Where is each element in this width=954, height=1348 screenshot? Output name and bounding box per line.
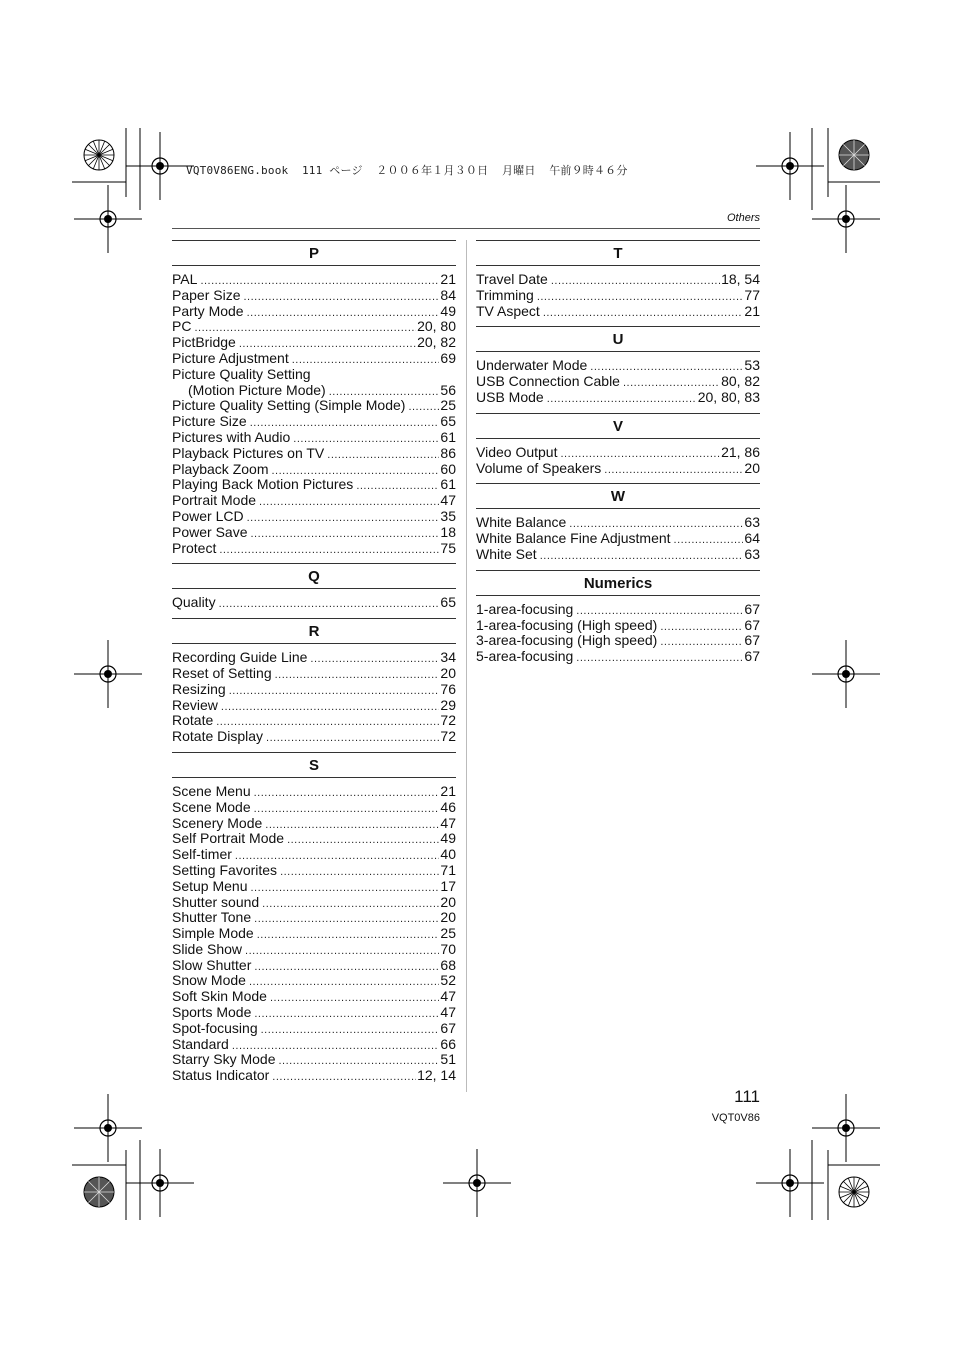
entry-term: Protect bbox=[172, 539, 217, 556]
entry-term: Starry Sky Mode bbox=[172, 1051, 276, 1068]
entry-pages: 35 bbox=[440, 507, 456, 524]
section-heading: T bbox=[476, 240, 760, 266]
entry-term: Simple Mode bbox=[172, 925, 254, 942]
dot-leader bbox=[219, 543, 439, 559]
dot-leader bbox=[249, 975, 439, 991]
entry-pages: 67 bbox=[440, 1019, 456, 1036]
entry-term: Picture Adjustment bbox=[172, 349, 289, 366]
index-section bbox=[476, 413, 760, 484]
entry-pages: 70 bbox=[440, 940, 456, 957]
entry-pages: 77 bbox=[744, 286, 760, 303]
entry-pages: 49 bbox=[440, 302, 456, 319]
index-entry bbox=[172, 351, 456, 367]
entry-pages: 20, 82 bbox=[417, 334, 456, 351]
printer-slug-line: VQT0V86ENG.book 111 ページ ２００６年１月３０日 月曜日 午前９時４６分 bbox=[186, 164, 628, 177]
entry-term: Shutter Tone bbox=[172, 909, 252, 926]
dot-leader bbox=[272, 1070, 416, 1086]
index-entry bbox=[476, 602, 760, 618]
dot-leader bbox=[408, 400, 439, 416]
entry-pages: 47 bbox=[440, 492, 456, 509]
entry-pages: 20 bbox=[440, 909, 456, 926]
entry-pages: 25 bbox=[440, 925, 456, 942]
entry-term: (Motion Picture Mode) bbox=[188, 381, 326, 398]
entry-pages: 21 bbox=[440, 782, 456, 799]
index-entry bbox=[172, 698, 456, 714]
entry-term: Picture Quality Setting (Simple Mode) bbox=[172, 397, 406, 414]
index-entry bbox=[476, 304, 760, 320]
dot-leader bbox=[674, 533, 744, 549]
index-entry bbox=[172, 462, 456, 478]
entry-pages: 67 bbox=[744, 632, 760, 649]
entry-pages: 46 bbox=[440, 798, 456, 815]
index-section bbox=[172, 618, 456, 752]
entry-pages: 12, 14 bbox=[417, 1067, 456, 1084]
section-heading: R bbox=[172, 618, 456, 644]
entry-term: TV Aspect bbox=[476, 302, 540, 319]
dot-leader bbox=[543, 306, 744, 322]
index-entry bbox=[172, 847, 456, 863]
entry-pages: 64 bbox=[744, 530, 760, 547]
entry-pages: 18 bbox=[440, 523, 456, 540]
entry-term: Sports Mode bbox=[172, 1004, 252, 1021]
index-entry bbox=[172, 1005, 456, 1021]
index-entry bbox=[172, 910, 456, 926]
index-entry bbox=[476, 390, 760, 406]
index-entry bbox=[172, 414, 456, 430]
entry-pages: 76 bbox=[440, 680, 456, 697]
index-entry bbox=[172, 958, 456, 974]
index-entry bbox=[172, 595, 456, 611]
dot-leader bbox=[257, 928, 440, 944]
index-entry bbox=[172, 367, 456, 383]
entry-pages: 72 bbox=[440, 712, 456, 729]
dot-leader bbox=[660, 635, 743, 651]
dot-leader bbox=[310, 652, 439, 668]
index-entry bbox=[476, 288, 760, 304]
dot-leader bbox=[287, 833, 439, 849]
entry-term: Playback Zoom bbox=[172, 460, 269, 477]
index-entry bbox=[172, 1037, 456, 1053]
dot-leader bbox=[266, 731, 439, 747]
dot-leader bbox=[245, 944, 439, 960]
index-entry bbox=[172, 879, 456, 895]
entry-pages: 71 bbox=[440, 861, 456, 878]
dot-leader bbox=[254, 912, 439, 928]
index-entry bbox=[172, 800, 456, 816]
index-entry bbox=[476, 633, 760, 649]
entry-term: Pictures with Audio bbox=[172, 428, 291, 445]
entry-pages: 17 bbox=[440, 877, 456, 894]
entry-pages: 51 bbox=[440, 1051, 456, 1068]
index-entry bbox=[172, 973, 456, 989]
dot-leader bbox=[254, 960, 439, 976]
dot-leader bbox=[261, 1023, 440, 1039]
entry-pages: 67 bbox=[744, 600, 760, 617]
entry-term: 1-area-focusing bbox=[476, 600, 574, 617]
dot-leader bbox=[254, 786, 440, 802]
dot-leader bbox=[275, 668, 440, 684]
index-section bbox=[476, 570, 760, 672]
index-entry bbox=[172, 1052, 456, 1068]
entry-term: 1-area-focusing (High speed) bbox=[476, 616, 658, 633]
index-entry bbox=[172, 863, 456, 879]
entry-pages: 65 bbox=[440, 413, 456, 430]
dot-leader bbox=[247, 511, 440, 527]
entry-pages: 40 bbox=[440, 846, 456, 863]
entry-pages: 66 bbox=[440, 1035, 456, 1052]
entry-term: Portrait Mode bbox=[172, 492, 257, 509]
dot-leader bbox=[270, 991, 439, 1007]
index-entry bbox=[476, 547, 760, 563]
section-heading: S bbox=[172, 752, 456, 778]
dot-leader bbox=[254, 802, 440, 818]
index-entry bbox=[172, 1021, 456, 1037]
entry-term: Video Output bbox=[476, 443, 558, 460]
entry-pages: 61 bbox=[440, 476, 456, 493]
index-entry bbox=[476, 374, 760, 390]
dot-leader bbox=[537, 290, 744, 306]
entry-term: Spot-focusing bbox=[172, 1019, 258, 1036]
entry-pages: 21 bbox=[744, 302, 760, 319]
entry-term: Paper Size bbox=[172, 286, 241, 303]
entry-pages: 20 bbox=[440, 893, 456, 910]
section-heading: V bbox=[476, 413, 760, 439]
section-heading: U bbox=[476, 326, 760, 352]
index-section bbox=[172, 752, 456, 1091]
entry-term: Volume of Speakers bbox=[476, 459, 602, 476]
index-entry bbox=[172, 895, 456, 911]
entry-term: Power Save bbox=[172, 523, 248, 540]
entry-term: White Balance bbox=[476, 514, 567, 531]
index-entry bbox=[172, 304, 456, 320]
index-entry bbox=[172, 430, 456, 446]
entry-term: Scenery Mode bbox=[172, 814, 263, 831]
index-entry bbox=[172, 713, 456, 729]
index-entry bbox=[172, 816, 456, 832]
index-entry bbox=[476, 515, 760, 531]
entry-term: Self Portrait Mode bbox=[172, 830, 285, 847]
dot-leader bbox=[251, 881, 440, 897]
entry-pages: 52 bbox=[440, 972, 456, 989]
entry-pages: 47 bbox=[440, 988, 456, 1005]
index-entry bbox=[476, 531, 760, 547]
entry-term: Playing Back Motion Pictures bbox=[172, 476, 354, 493]
index-entry bbox=[172, 989, 456, 1005]
dot-leader bbox=[254, 1007, 439, 1023]
entry-pages: 80, 82 bbox=[721, 373, 760, 390]
entry-term: Slow Shutter bbox=[172, 956, 252, 973]
entry-term: USB Connection Cable bbox=[476, 373, 620, 390]
dot-leader bbox=[247, 306, 440, 322]
index-entry bbox=[172, 525, 456, 541]
dot-leader bbox=[265, 818, 439, 834]
dot-leader bbox=[576, 651, 743, 667]
index-entry bbox=[476, 461, 760, 477]
dot-leader bbox=[262, 897, 439, 913]
entry-term: Reset of Setting bbox=[172, 664, 272, 681]
entry-term: Playback Pictures on TV bbox=[172, 444, 325, 461]
entry-term: Travel Date bbox=[476, 271, 548, 287]
entry-pages: 20, 80, 83 bbox=[697, 388, 760, 405]
entry-pages: 47 bbox=[440, 814, 456, 831]
entry-pages: 18, 54 bbox=[721, 271, 760, 287]
index-entry bbox=[172, 650, 456, 666]
entry-term: Snow Mode bbox=[172, 972, 246, 989]
entry-term: 5-area-focusing bbox=[476, 648, 574, 665]
entry-pages: 69 bbox=[440, 349, 456, 366]
entry-term: Setup Menu bbox=[172, 877, 248, 894]
entry-pages: 67 bbox=[744, 616, 760, 633]
entry-term: USB Mode bbox=[476, 388, 544, 405]
index-entry bbox=[476, 358, 760, 374]
entry-pages: 20 bbox=[440, 664, 456, 681]
entry-pages: 21, 86 bbox=[721, 443, 760, 460]
entry-term: PC bbox=[172, 318, 192, 335]
index-entry bbox=[172, 509, 456, 525]
index-entry bbox=[172, 493, 456, 509]
index-column-left bbox=[172, 240, 456, 1091]
index-section bbox=[172, 563, 456, 618]
entry-term: Resizing bbox=[172, 680, 226, 697]
dot-leader bbox=[604, 463, 743, 479]
entry-pages: 75 bbox=[440, 539, 456, 556]
section-heading: W bbox=[476, 483, 760, 509]
entry-term: Rotate bbox=[172, 712, 214, 729]
index-entry bbox=[172, 272, 456, 288]
entry-term: Shutter sound bbox=[172, 893, 260, 910]
entry-pages: 25 bbox=[440, 397, 456, 414]
entry-term: Trimming bbox=[476, 286, 534, 303]
dot-leader bbox=[259, 495, 439, 511]
section-heading: Numerics bbox=[476, 570, 760, 596]
section-label: Others bbox=[726, 212, 760, 224]
dot-leader bbox=[551, 274, 720, 290]
dot-leader bbox=[250, 527, 439, 543]
entry-term: Party Mode bbox=[172, 302, 244, 319]
entry-pages: 29 bbox=[440, 696, 456, 713]
entry-term: Scene Mode bbox=[172, 798, 251, 815]
dot-leader bbox=[540, 549, 744, 565]
entry-term: Picture Quality Setting bbox=[172, 365, 311, 382]
entry-pages: 56 bbox=[440, 381, 456, 398]
index-entry bbox=[172, 446, 456, 462]
document-code: VQT0V86 bbox=[711, 1112, 760, 1124]
entry-pages: 72 bbox=[440, 728, 456, 745]
entry-term: Rotate Display bbox=[172, 728, 264, 745]
entry-pages: 86 bbox=[440, 444, 456, 461]
page-number: 111 bbox=[734, 1087, 760, 1106]
entry-term: Underwater Mode bbox=[476, 357, 588, 374]
entry-term: 3-area-focusing (High speed) bbox=[476, 632, 658, 649]
entry-term: Picture Size bbox=[172, 413, 247, 430]
entry-term: Quality bbox=[172, 594, 216, 611]
dot-leader bbox=[221, 700, 440, 716]
entry-pages: 63 bbox=[744, 545, 760, 562]
entry-pages: 67 bbox=[744, 648, 760, 665]
entry-pages: 68 bbox=[440, 956, 456, 973]
entry-term: Self-timer bbox=[172, 846, 232, 863]
column-divider bbox=[466, 240, 467, 1092]
index-entry bbox=[172, 926, 456, 942]
entry-term: White Set bbox=[476, 545, 537, 562]
entry-pages: 49 bbox=[440, 830, 456, 847]
index-entry bbox=[476, 445, 760, 461]
index-entry bbox=[476, 618, 760, 634]
index-entry bbox=[172, 1068, 456, 1084]
entry-pages: 65 bbox=[440, 594, 456, 611]
index-section bbox=[172, 240, 456, 563]
index-entry bbox=[172, 477, 456, 493]
dot-leader bbox=[660, 620, 743, 636]
index-column-right bbox=[476, 240, 760, 672]
entry-term: PictBridge bbox=[172, 334, 236, 351]
index-entry bbox=[172, 383, 456, 399]
dot-leader bbox=[327, 448, 439, 464]
index-entry bbox=[172, 729, 456, 745]
entry-pages: 20, 80 bbox=[417, 318, 456, 335]
dot-leader bbox=[229, 684, 440, 700]
entry-pages: 60 bbox=[440, 460, 456, 477]
index-entry bbox=[172, 398, 456, 414]
index-section bbox=[476, 326, 760, 412]
entry-term: Power LCD bbox=[172, 507, 244, 524]
entry-term: Status Indicator bbox=[172, 1067, 270, 1084]
index-entry bbox=[172, 942, 456, 958]
index-entry bbox=[172, 831, 456, 847]
index-entry bbox=[172, 335, 456, 351]
entry-pages: 53 bbox=[744, 357, 760, 374]
entry-term: PAL bbox=[172, 271, 198, 287]
index-entry bbox=[476, 649, 760, 665]
entry-term: Standard bbox=[172, 1035, 229, 1052]
section-heading: P bbox=[172, 240, 456, 266]
index-section bbox=[476, 483, 760, 569]
index-entry bbox=[476, 272, 760, 288]
entry-term: Recording Guide Line bbox=[172, 649, 308, 666]
entry-pages: 21 bbox=[440, 271, 456, 287]
index-entry bbox=[172, 682, 456, 698]
entry-pages: 34 bbox=[440, 649, 456, 666]
entry-pages: 84 bbox=[440, 286, 456, 303]
entry-pages: 61 bbox=[440, 428, 456, 445]
index-entry bbox=[172, 319, 456, 335]
index-section bbox=[476, 240, 760, 326]
dot-leader bbox=[292, 353, 440, 369]
dot-leader bbox=[280, 865, 439, 881]
entry-term: Setting Favorites bbox=[172, 861, 278, 878]
dot-leader bbox=[356, 479, 439, 495]
dot-leader bbox=[219, 597, 440, 613]
dot-leader bbox=[547, 392, 697, 408]
section-heading: Q bbox=[172, 563, 456, 589]
entry-term: Slide Show bbox=[172, 940, 243, 957]
index-entry bbox=[172, 541, 456, 557]
index-entry bbox=[172, 666, 456, 682]
entry-pages: 63 bbox=[744, 514, 760, 531]
entry-term: White Balance Fine Adjustment bbox=[476, 530, 671, 547]
entry-pages: 47 bbox=[440, 1004, 456, 1021]
entry-term: Scene Menu bbox=[172, 782, 251, 799]
index-entry bbox=[172, 784, 456, 800]
dot-leader bbox=[243, 290, 439, 306]
index-entry bbox=[172, 288, 456, 304]
entry-term: Soft Skin Mode bbox=[172, 988, 267, 1005]
header-rule bbox=[172, 228, 760, 229]
entry-pages: 20 bbox=[744, 459, 760, 476]
entry-term: Review bbox=[172, 696, 218, 713]
